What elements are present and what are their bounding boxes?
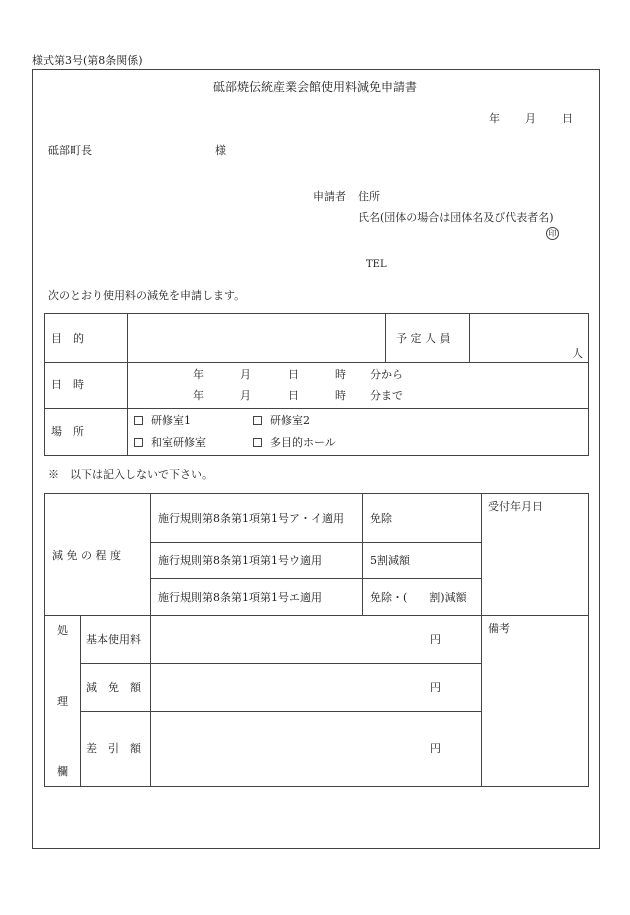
fee-basic-label: 基本使用料 [86,633,141,646]
remarks-label: 備考 [488,622,510,635]
room-option-japanese[interactable]: 和室研修室 [134,437,206,448]
checkbox-icon [134,438,143,447]
room-option-2[interactable]: 研修室2 [253,415,310,426]
processing-label-1: 処 [57,624,68,637]
form-number-label: 様式第3号(第8条関係) [32,54,143,67]
fee-net-label: 差 引 額 [86,742,141,755]
fee-discount-label: 減 免 額 [86,681,141,694]
rule-2: 施行規則第8条第1項第1号ウ適用 [158,554,322,567]
applicant-label: 申請者 [313,190,346,203]
addressee-honorific: 様 [215,144,226,157]
purpose-field[interactable] [128,318,383,358]
planned-people-label: 予 定 人 員 [396,332,451,345]
date-year: 年 [489,112,500,125]
purpose-label: 目 的 [51,332,84,345]
room-option-hall[interactable]: 多目的ホール [253,437,336,448]
planned-people-field[interactable] [471,318,576,358]
checkbox-icon [134,416,143,425]
room-option-1[interactable]: 研修室1 [134,415,191,426]
form-title: 砥部焼伝統産業会館使用料減免申請書 [212,80,417,94]
fee-net-unit: 円 [430,742,441,755]
processing-label-2: 理 [57,695,68,708]
seal-mark: 印 [546,227,559,240]
processing-label-3: 欄 [57,765,68,778]
addressee-mayor: 砥部町長 [48,144,92,157]
rule-2-result: 5割減額 [370,554,410,567]
degree-label: 減 免 の 程 度 [52,549,121,562]
rule-1-result: 免除 [370,512,392,525]
checkbox-icon [253,438,262,447]
place-label: 場 所 [51,425,84,438]
datetime-label: 日 時 [51,378,84,391]
date-month: 月 [525,112,536,125]
people-unit: 人 [572,347,583,360]
fee-basic-unit: 円 [430,633,441,646]
intro-text: 次のとおり使用料の減免を申請します。 [48,289,246,302]
fee-discount-unit: 円 [430,681,441,694]
rule-1: 施行規則第8条第1項第1号ア・イ適用 [158,512,344,525]
applicant-tel-label: TEL [366,259,387,270]
rule-3-result: 免除・( 割)減額 [370,591,467,604]
applicant-address-label: 住所 [358,190,380,203]
receipt-date-label: 受付年月日 [488,500,543,513]
rule-3: 施行規則第8条第1項第1号エ適用 [158,591,322,604]
office-use-note: ※ 以下は記入しないで下さい。 [48,468,213,481]
date-day: 日 [562,112,573,125]
applicant-name-label: 氏名(団体の場合は団体名及び代表者名) [358,211,554,224]
checkbox-icon [253,416,262,425]
